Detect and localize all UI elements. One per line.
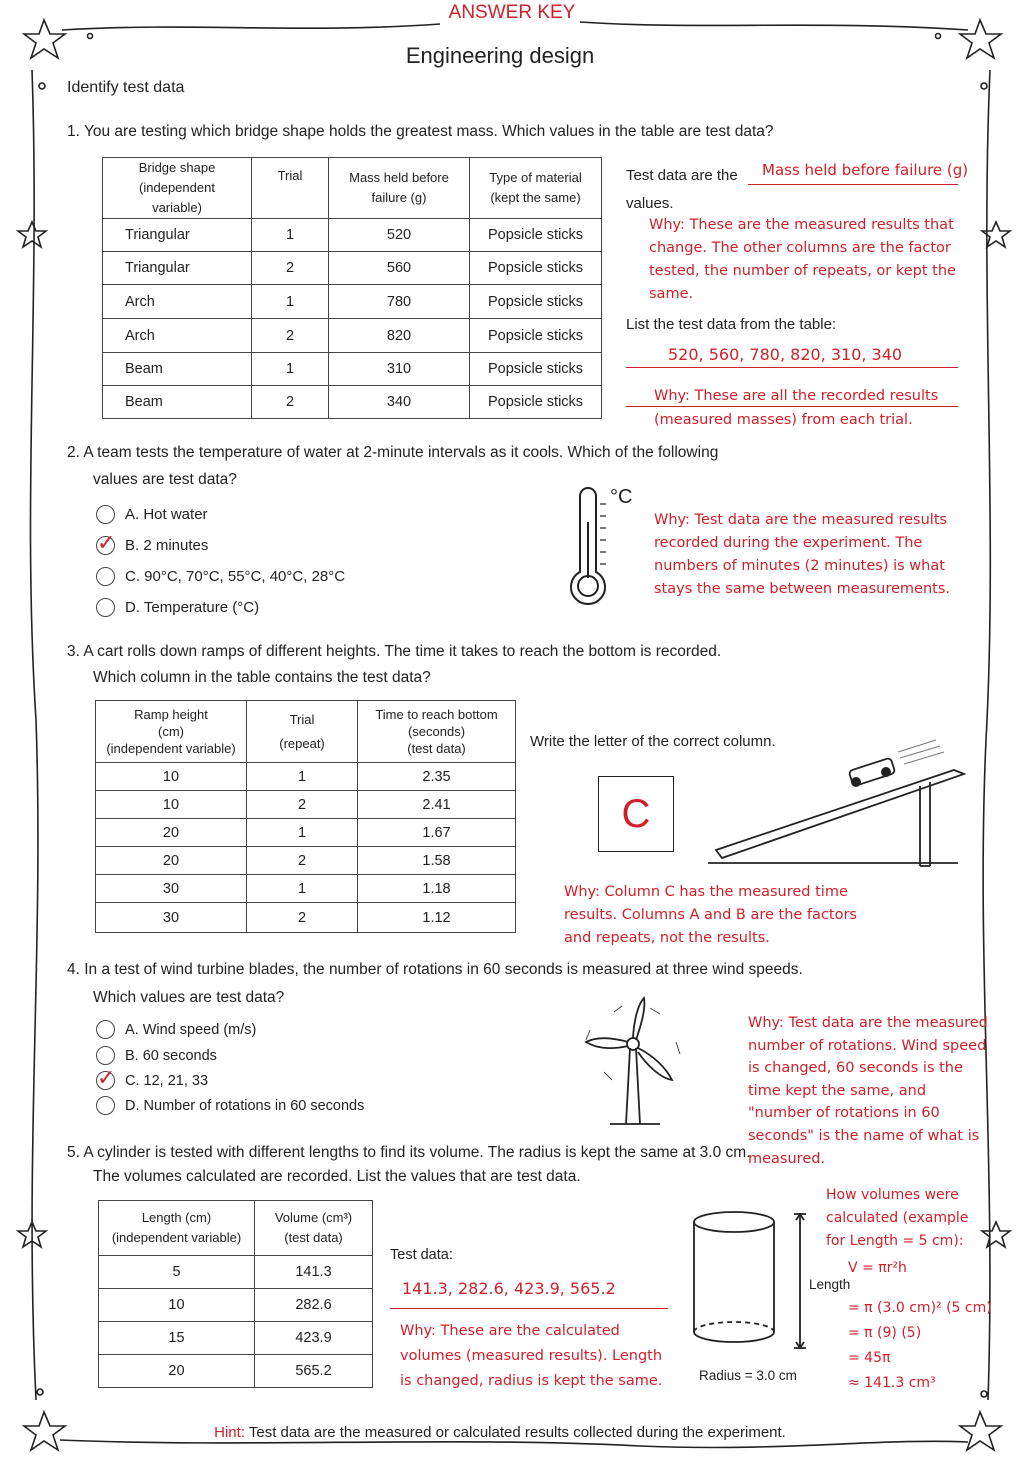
cell: 565.2: [255, 1355, 373, 1388]
q2-why: Why: Test data are the measured results recorded during the experiment. The numbers of minutes (2 minutes) is what stays the same between measurements.: [654, 512, 951, 597]
q4-option-a[interactable]: [96, 1020, 256, 1039]
q3-prompt: Write the letter of the correct column.: [530, 733, 776, 750]
option-label: A. Hot water: [125, 506, 208, 523]
cell: 560: [329, 252, 470, 285]
table-row: [99, 1289, 373, 1322]
cell: Popsicle sticks: [470, 219, 602, 252]
cell: 2: [247, 903, 358, 933]
q4-question-line-2: Which values are test data?: [93, 989, 285, 1006]
ramp-cart-icon: [708, 738, 968, 870]
radio-icon: [96, 1066, 116, 1091]
cell: Beam: [103, 386, 252, 419]
q3-header: Ramp height (cm) (independent variable): [96, 701, 247, 763]
answer-line: [390, 1308, 668, 1309]
cell: 20: [96, 819, 247, 847]
answer-line: [626, 406, 958, 407]
cell: 1.18: [358, 875, 516, 903]
cell: 1: [252, 219, 329, 252]
hint-text: Test data are the measured or calculated results collected during the experiment.: [244, 1424, 786, 1441]
radio-icon: [96, 531, 116, 556]
cell: 2: [247, 791, 358, 819]
cell: Arch: [103, 319, 252, 353]
q1-test-data-prefix: Test data are the: [626, 167, 738, 184]
cell: 2: [252, 386, 329, 419]
option-label: A. Wind speed (m/s): [125, 1021, 257, 1038]
radio-icon: [96, 1096, 115, 1115]
cylinder-icon: [690, 1208, 820, 1368]
cell: 30: [96, 903, 247, 933]
q3-answer-box[interactable]: [598, 776, 674, 852]
cell: 1: [247, 875, 358, 903]
q5-calc-line: = π (9) (5): [848, 1325, 922, 1341]
table-row: [96, 875, 516, 903]
q3-why: Why: Column C has the measured time results. Columns A and B are the factors and repeats, not the results.: [564, 884, 857, 946]
cell: 2: [252, 319, 329, 353]
option-label: C. 12, 21, 33: [125, 1072, 209, 1089]
radio-icon: [96, 1020, 115, 1039]
cell: Beam: [103, 353, 252, 386]
option-label: D. Number of rotations in 60 seconds: [125, 1097, 365, 1114]
cell: 5: [99, 1256, 255, 1289]
q4-why: Why: Test data are the measured number of rotations. Wind speed is changed, 60 seconds is the time kept the same, and "number of rotations in 60 seconds" is the name of what is measured.: [748, 1015, 988, 1167]
cell: 820: [329, 319, 470, 353]
q1-values-word: values.: [626, 195, 674, 212]
cell: 423.9: [255, 1322, 373, 1355]
q5-calc-line: = 45π: [848, 1350, 891, 1366]
table-row: [99, 1355, 373, 1388]
answer-key-label: ANSWER KEY: [448, 2, 576, 23]
q5-test-data-label: Test data:: [390, 1247, 453, 1263]
wind-turbine-icon: [580, 990, 690, 1128]
cell: Triangular: [103, 219, 252, 252]
q3-question-line-2: Which column in the table contains the test data?: [93, 669, 431, 686]
q5-calc-line: V = πr²h: [848, 1260, 907, 1276]
cell: 780: [329, 285, 470, 319]
table-row: [96, 791, 516, 819]
cell: 310: [329, 353, 470, 386]
cell: Popsicle sticks: [470, 285, 602, 319]
table-row: [96, 847, 516, 875]
cell: 1: [247, 819, 358, 847]
q5-question-line-1: 5. A cylinder is tested with different lengths to find its volume. The radius is kept the same at 3.0 cm.: [67, 1144, 751, 1161]
thermometer-unit: °C: [610, 486, 633, 508]
cell: Popsicle sticks: [470, 319, 602, 353]
cell: 10: [96, 791, 247, 819]
q4-question-line-1: 4. In a test of wind turbine blades, the number of rotations in 60 seconds is measured at three wind speeds.: [67, 961, 803, 978]
q2-question-line-1: 2. A team tests the temperature of water at 2-minute intervals as it cools. Which of the following: [67, 444, 719, 461]
cell: 1: [252, 285, 329, 319]
q5-answer: 141.3, 282.6, 423.9, 565.2: [402, 1279, 616, 1298]
option-label: D. Temperature (°C): [125, 599, 260, 616]
q2-question-line-2: values are test data?: [93, 471, 237, 488]
answer-line: [626, 367, 958, 368]
cell: 282.6: [255, 1289, 373, 1322]
table-row: [103, 319, 602, 353]
cell: 20: [99, 1355, 255, 1388]
cell: 30: [96, 875, 247, 903]
q2-option-a[interactable]: [96, 505, 208, 524]
cell: 15: [99, 1322, 255, 1355]
cell: 1.67: [358, 819, 516, 847]
table-row: [103, 252, 602, 285]
cell: 2.35: [358, 763, 516, 791]
q3-header: Time to reach bottom (seconds) (test data): [358, 701, 516, 763]
radio-icon: [96, 598, 115, 617]
cell: 520: [329, 219, 470, 252]
checkmark-icon: ✓: [97, 531, 116, 556]
q1-header: Mass held before failure (g): [329, 158, 470, 219]
cell: Popsicle sticks: [470, 252, 602, 285]
q3-table: [95, 700, 516, 933]
hint-label: Hint:: [214, 1424, 245, 1441]
cell: 20: [96, 847, 247, 875]
cylinder-length-label: Length: [809, 1277, 851, 1292]
table-row: [103, 219, 602, 252]
cell: 2: [247, 847, 358, 875]
q1-header: Trial: [252, 158, 329, 219]
q1-table: [102, 157, 602, 419]
q5-calc-line: = π (3.0 cm)² (5 cm): [848, 1300, 992, 1316]
cell: Triangular: [103, 252, 252, 285]
cell: 141.3: [255, 1256, 373, 1289]
cell: 1: [252, 353, 329, 386]
q5-question-line-2: The volumes calculated are recorded. List the values that are test data.: [93, 1168, 581, 1185]
cell: 1: [247, 763, 358, 791]
cell: 10: [99, 1289, 255, 1322]
q4-option-c[interactable]: [96, 1066, 209, 1091]
hint: [0, 1424, 1000, 1441]
option-label: B. 60 seconds: [125, 1047, 217, 1064]
cell: 2: [252, 252, 329, 285]
q1-header: Bridge shape (independent variable): [103, 158, 252, 219]
table-row: [103, 353, 602, 386]
q3-header: Trial (repeat): [247, 701, 358, 763]
q1-question: 1. You are testing which bridge shape holds the greatest mass. Which values in the table are test data?: [67, 123, 774, 140]
radio-icon: [96, 567, 115, 586]
table-row: [103, 285, 602, 319]
checkmark-icon: ✓: [97, 1066, 116, 1091]
table-row: [103, 386, 602, 419]
cell: 10: [96, 763, 247, 791]
q4-option-b[interactable]: [96, 1046, 217, 1065]
q1-why-2: Why: These are all the recorded results (measured masses) from each trial.: [654, 388, 939, 428]
radio-icon: [96, 505, 115, 524]
q1-header: Type of material (kept the same): [470, 158, 602, 219]
q5-header: Volume (cm³) (test data): [255, 1201, 373, 1256]
cylinder-radius-label: Radius = 3.0 cm: [699, 1368, 797, 1383]
cell: 1.12: [358, 903, 516, 933]
section-heading: Identify test data: [67, 79, 185, 96]
q5-why: Why: These are the calculated volumes (measured results). Length is changed, radius is kept the same.: [400, 1323, 663, 1389]
q1-test-data-answer: Mass held before failure (g): [762, 161, 969, 179]
radio-icon: [96, 1046, 115, 1065]
cell: Popsicle sticks: [470, 353, 602, 386]
table-row: [99, 1256, 373, 1289]
q5-calc-line: ≈ 141.3 cm³: [848, 1375, 936, 1391]
cell: 1.58: [358, 847, 516, 875]
q2-option-d[interactable]: [96, 598, 259, 617]
q1-why-1: Why: These are the measured results that change. The other columns are the factor tested, the number of repeats, or kept the same.: [649, 217, 956, 302]
q2-option-b[interactable]: [96, 531, 209, 556]
thermometer-icon: [568, 482, 616, 610]
table-row: [99, 1322, 373, 1355]
q4-option-d[interactable]: [96, 1096, 364, 1115]
table-row: [96, 819, 516, 847]
option-label: C. 90°C, 70°C, 55°C, 40°C, 28°C: [125, 568, 346, 585]
q2-option-c[interactable]: [96, 567, 345, 586]
q3-question-line-1: 3. A cart rolls down ramps of different heights. The time it takes to reach the bottom is recorded.: [67, 643, 722, 660]
table-row: [96, 903, 516, 933]
q1-list-answer: 520, 560, 780, 820, 310, 340: [668, 345, 903, 364]
answer-line: [748, 184, 958, 185]
option-label: B. 2 minutes: [125, 537, 209, 554]
q1-list-prompt: List the test data from the table:: [626, 316, 837, 333]
q3-answer-letter: C: [621, 791, 651, 836]
cell: 340: [329, 386, 470, 419]
worksheet-title: Engineering design: [405, 43, 595, 68]
cell: Popsicle sticks: [470, 386, 602, 419]
q5-calc-title: How volumes were calculated (example for Length = 5 cm):: [826, 1187, 969, 1249]
q5-header: Length (cm) (independent variable): [99, 1201, 255, 1256]
cell: 2.41: [358, 791, 516, 819]
q5-table: [98, 1200, 373, 1388]
cell: Arch: [103, 285, 252, 319]
table-row: [96, 763, 516, 791]
